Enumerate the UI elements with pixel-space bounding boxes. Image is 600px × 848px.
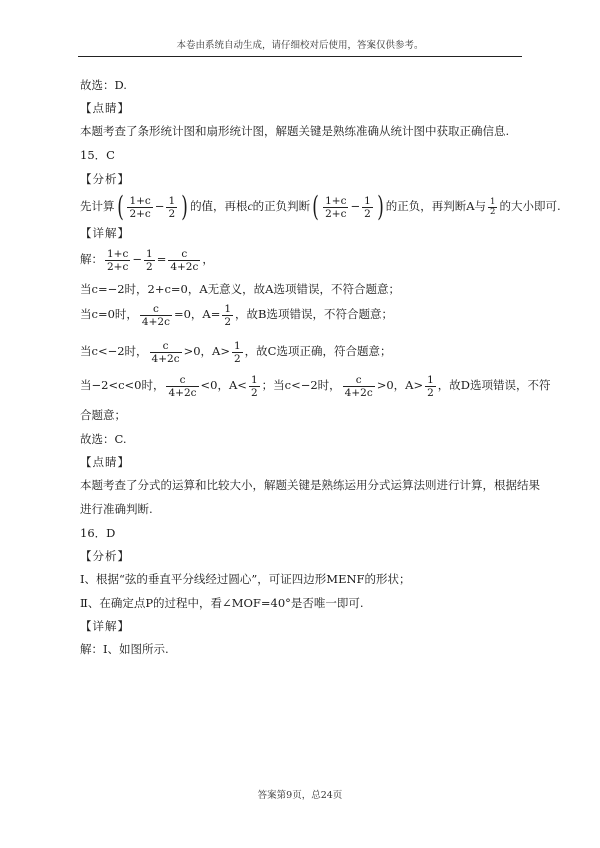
q15-comment-heading: 【点睛】 [80,455,130,469]
q15-case-1: 当c=−2时，2+c=0，A无意义，故A选项错误，不符合题意； [80,282,400,296]
q16-analysis-line1: Ⅰ、根据“弦的垂直平分线经过圆心”，可证四边形MENF的形状； [80,572,411,586]
q15-case-4: 当−2<c<0时， $\frac{c}{4+2c}$ <0，A< $\frac{1}{2}$ ；当c<−2时， $\frac{c}{4+2c}$ >0，A> $\frac{1}{2}$ ，故D选项错误，不符 [80,373,551,399]
page-header-notice: 本卷由系统自动生成，请仔细校对后使用，答案仅供参考。 [78,38,522,57]
q15-detail-heading: 【详解】 [80,226,130,240]
q15-solution: 解： $\frac{1+c}{2+c}$ − $\frac{1}{2}$ = $\frac{c}{4+2c}$ ， [80,247,214,273]
q15-comment-line2: 进行准确判断. [80,502,153,516]
q16-analysis-heading: 【分析】 [80,549,130,563]
q15-title: 15．C [80,148,115,162]
q15-case-2: 当c=0时， $\frac{c}{4+2c}$ =0，A= $\frac{1}{2}$ ，故B选项错误，不符合题意； [80,302,393,328]
page-footer-page-info: 答案第9页，总24页 [257,790,343,801]
q14-comment-text: 本题考查了条形统计图和扇形统计图，解题关键是熟练准确从统计图中获取正确信息. [80,124,510,138]
q16-analysis-line2: Ⅱ、在确定点P的过程中，看∠MOF=40°是否唯一即可. [80,596,364,610]
q15-analysis-text: 先计算( $\frac{1+c}{2+c}$ − $\frac{1}{2}$ ) 的值，再根c的正负判断( $\frac{1+c}{2+c}$ − $\frac{1}{2}$ ) 的正负，再判断A与 $\frac{1}{2}$ 的大小即可. [80,190,561,223]
q15-case-4-cont: 合题意； [80,408,126,422]
q15-comment-line1: 本题考查了分式的运算和比较大小，解题关键是熟练运用分式运算法则进行计算，根据结果 [80,478,540,492]
q16-detail-heading: 【详解】 [80,619,130,633]
q15-analysis-heading: 【分析】 [80,172,130,186]
q14-comment-heading: 【点睛】 [80,101,130,115]
q16-detail-line1: 解：Ⅰ、如图所示. [80,642,169,656]
q15-case-3: 当c<−2时， $\frac{c}{4+2c}$ >0，A> $\frac{1}{2}$ ，故C选项正确，符合题意； [80,339,392,365]
q14-answer: 故选：D. [80,78,127,92]
q16-title: 16．D [80,526,116,540]
q15-answer: 故选：C. [80,432,127,446]
